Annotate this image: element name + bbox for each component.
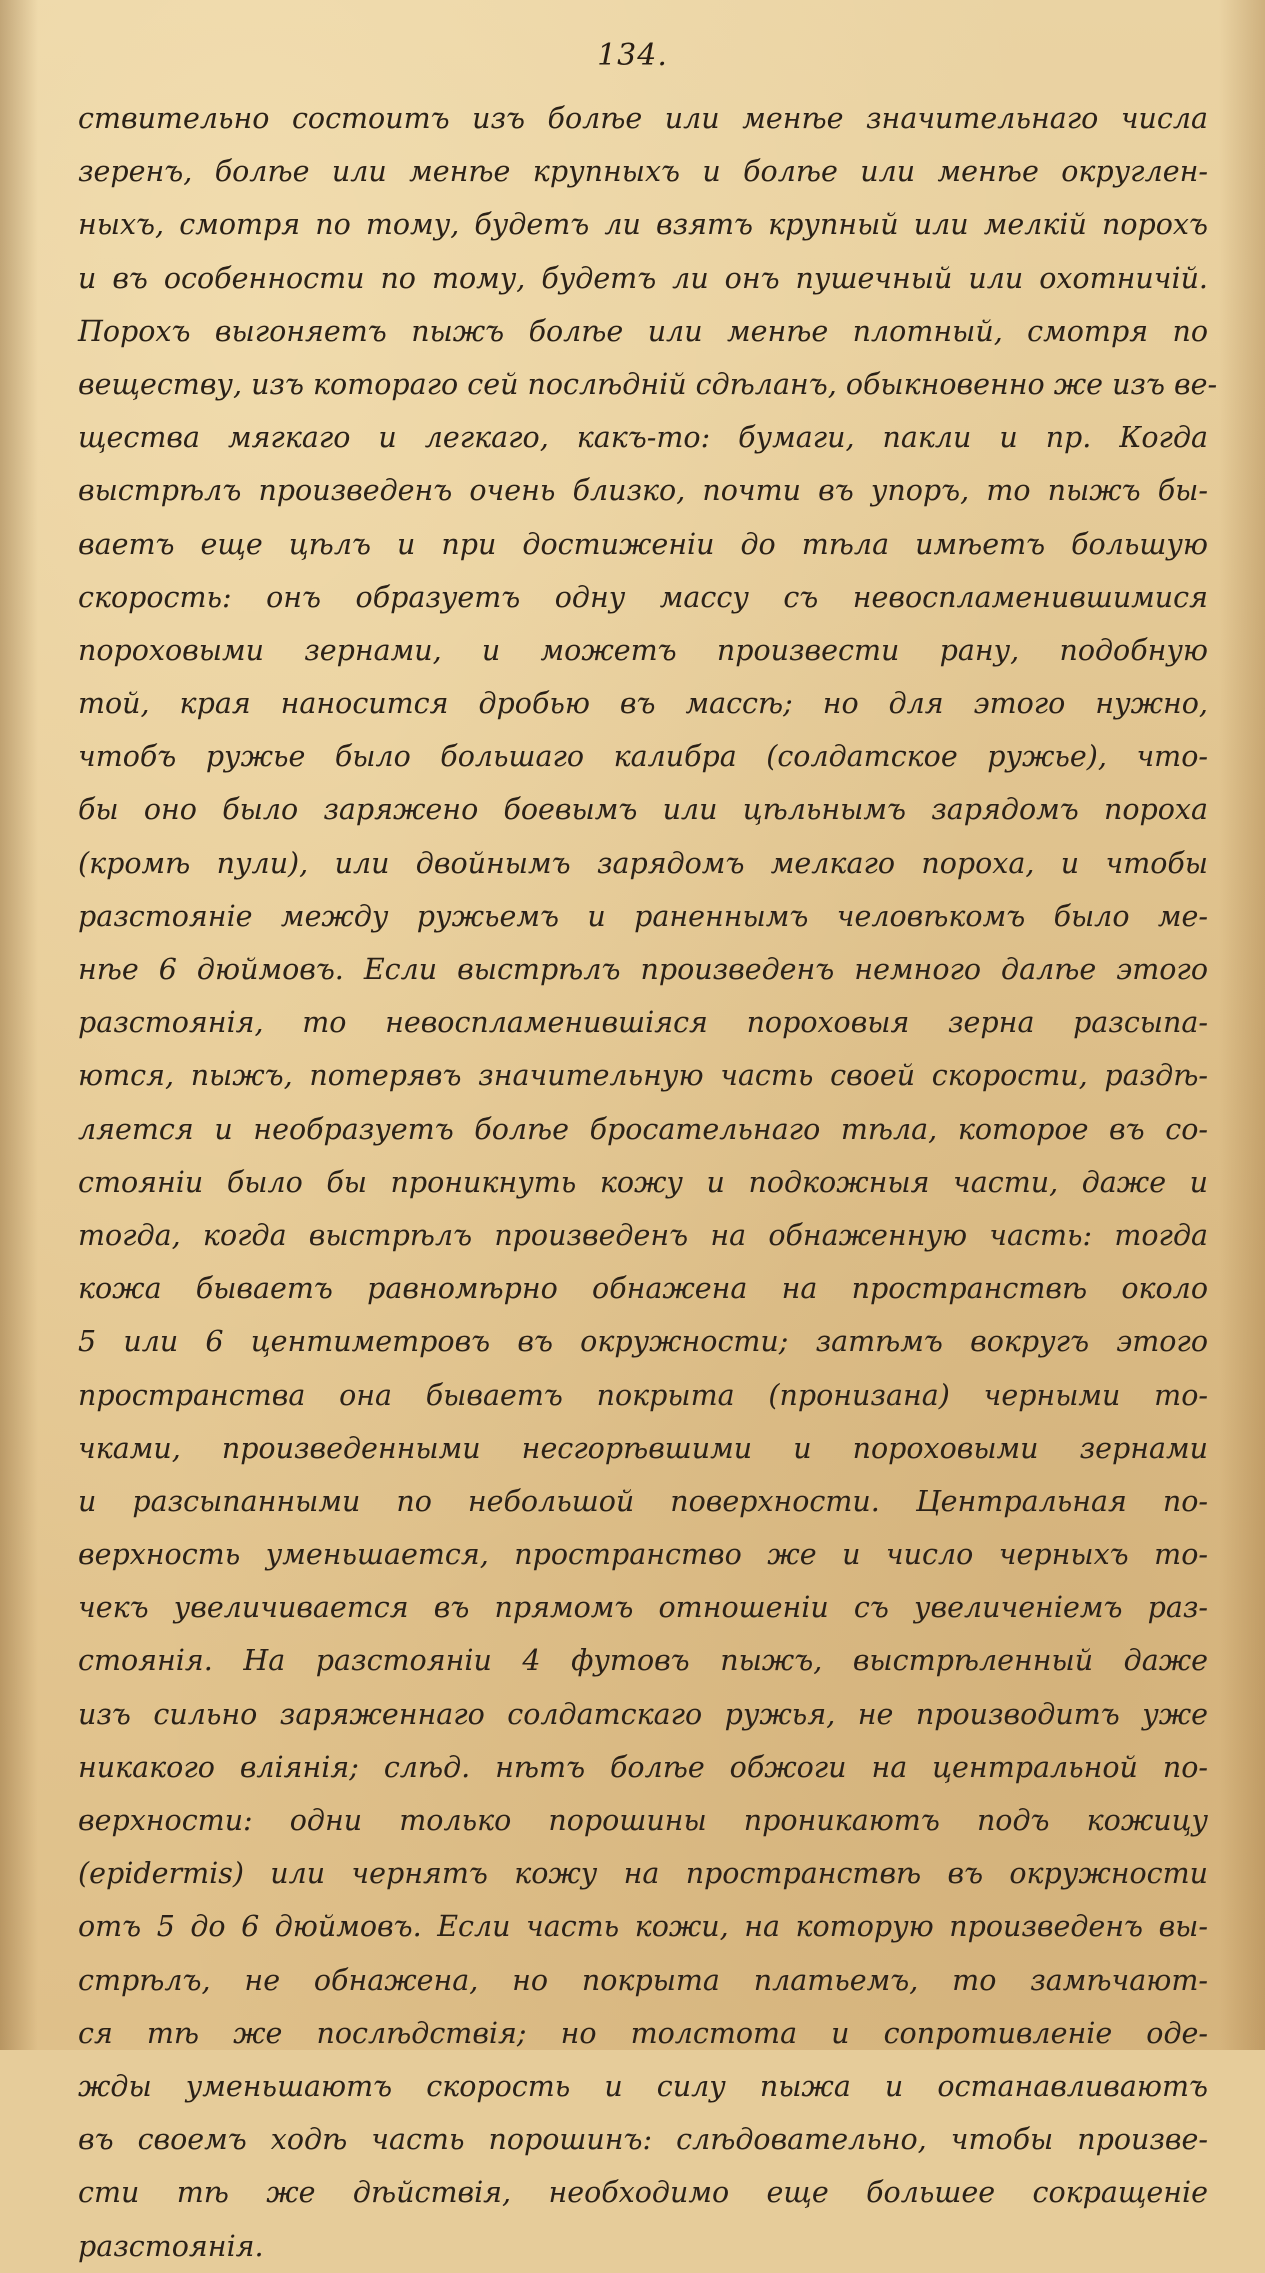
text-line: (кромѣ пули), или двойнымъ зарядомъ мелкаго пороха, и чтобы [78, 846, 1208, 880]
text-line: верхность уменьшается, пространство же и число черныхъ то- [78, 1538, 1208, 1572]
text-line: отъ 5 до 6 дюймовъ. Если часть кожи, на которую произведенъ вы- [78, 1910, 1208, 1944]
text-line: чками, произведенными несгорѣвшими и пороховыми зернами [78, 1431, 1208, 1465]
text-line: той, края наносится дробью въ массѣ; но для этого нужно, [78, 687, 1208, 721]
text-line: чтобъ ружье было большаго калибра (солдатское ружье), что- [78, 740, 1208, 774]
text-line: Порохъ выгоняетъ пыжъ болѣе или менѣе плотный, смотря по [78, 314, 1208, 348]
text-line: верхности: одни только порошины проникаютъ подъ кожицу [78, 1804, 1208, 1837]
page-number: 134. [597, 38, 668, 73]
text-line: пространства она бываетъ покрыта (пронизана) черными то- [78, 1378, 1208, 1412]
page-edge-shadow-left [0, 0, 38, 2050]
page-edge-shadow-right [1219, 0, 1265, 2050]
text-line: ся тѣ же послѣдствія; но толстота и сопротивленіе оде- [78, 2016, 1208, 2050]
text-line: кожа бываетъ равномѣрно обнажена на пространствѣ около [78, 1272, 1208, 1306]
text-line: ныхъ, смотря по тому, будетъ ли взятъ крупный или мелкій порохъ [78, 208, 1208, 242]
text-line: зеренъ, болѣе или менѣе крупныхъ и болѣе или менѣе округлен- [78, 155, 1208, 189]
text-line: бы оно было заряжено боевымъ или цѣльнымъ зарядомъ пороха [78, 793, 1208, 827]
text-line: (epidermis) или чернятъ кожу на пространствѣ въ окружности [78, 1857, 1208, 1891]
handwritten-text-body [78, 92, 1218, 2273]
text-line: стояніи было бы проникнуть кожу и подкожныя части, даже и [78, 1165, 1208, 1199]
text-line: веществу, изъ котораго сей послѣдній сдѣланъ, обыкновенно же изъ ве- [78, 367, 1218, 401]
text-line: сти тѣ же дѣйствія, необходимо еще большее сокращеніе [78, 2176, 1208, 2210]
text-line: разстояніе между ружьемъ и раненнымъ человѣкомъ было ме- [78, 899, 1208, 933]
text-line: щества мягкаго и легкаго, какъ-то: бумаги, пакли и пр. Когда [78, 421, 1208, 455]
text-line: чекъ увеличивается въ прямомъ отношеніи съ увеличеніемъ раз- [78, 1591, 1208, 1625]
text-line: никакого вліянія; слѣд. нѣтъ болѣе обжоги на центральной по- [78, 1750, 1208, 1784]
text-line: разстоянія. [78, 2229, 264, 2263]
text-line: пороховыми зернами, и можетъ произвести рану, подобную [78, 633, 1208, 667]
text-line: изъ сильно заряженнаго солдатскаго ружья, не производитъ уже [78, 1697, 1208, 1731]
text-line: ются, пыжъ, потерявъ значительную часть своей скорости, раздѣ- [78, 1059, 1208, 1093]
text-line: въ своемъ ходѣ часть порошинъ: слѣдовательно, чтобы произве- [78, 2123, 1208, 2157]
text-line: разстоянія, то невоспламенившіяся пороховыя зерна разсыпа- [78, 1006, 1208, 1040]
text-line: и въ особенности по тому, будетъ ли онъ пушечный или охотничій. [78, 261, 1208, 295]
text-line: выстрѣлъ произведенъ очень близко, почти въ упоръ, то пыжъ бы- [78, 474, 1208, 508]
text-line: 5 или 6 центиметровъ въ окружности; затѣмъ вокругъ этого [78, 1325, 1208, 1359]
text-line: нѣе 6 дюймовъ. Если выстрѣлъ произведенъ немного далѣе этого [78, 953, 1208, 986]
text-line: и разсыпанными по небольшой поверхности. Центральная по- [78, 1484, 1208, 1518]
text-line: стоянія. На разстояніи 4 футовъ пыжъ, выстрѣленный даже [78, 1644, 1208, 1678]
text-line: ствительно состоитъ изъ болѣе или менѣе значительнаго числа [78, 102, 1208, 135]
text-line: стрѣлъ, не обнажена, но покрыта платьемъ, то замѣчают- [78, 1963, 1208, 1997]
text-line: тогда, когда выстрѣлъ произведенъ на обнаженную часть: тогда [78, 1218, 1208, 1252]
text-line: жды уменьшаютъ скорость и силу пыжа и останавливаютъ [78, 2069, 1208, 2103]
text-line: ваетъ еще цѣлъ и при достиженіи до тѣла имѣетъ большую [78, 527, 1208, 561]
text-line: скорость: онъ образуетъ одну массу съ невоспламенившимися [78, 580, 1208, 614]
text-line: ляется и необразуетъ болѣе бросательнаго тѣла, которое въ со- [78, 1112, 1208, 1146]
